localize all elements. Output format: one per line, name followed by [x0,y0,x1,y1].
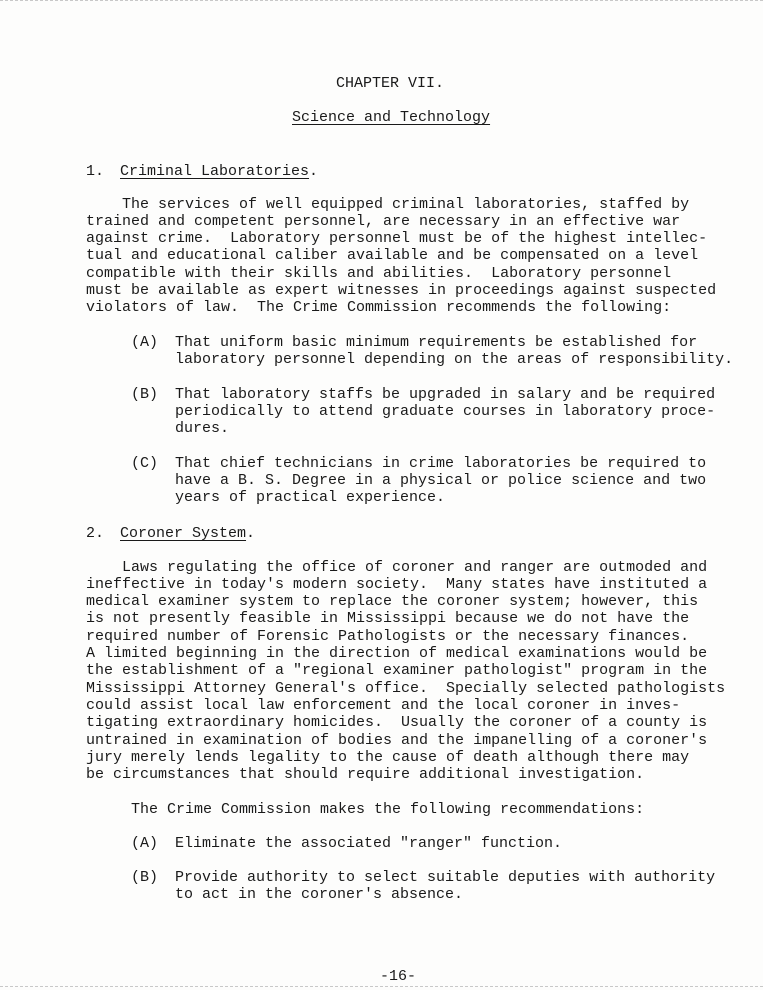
section-2-paragraph-line: jury merely lends legality to the cause of death although there may [86,749,690,766]
section-1-paragraph-line: violators of law. The Crime Commission recommends the following: [86,299,672,316]
section-2-paragraph-line: tigating extraordinary homicides. Usually the coroner of a county is [86,714,708,731]
section-2-number: 2. [86,525,105,542]
section-1-paragraph-line: The services of well equipped criminal laboratories, staffed by [86,196,690,213]
section-1-paragraph-line: trained and competent personnel, are necessary in an effective war [86,213,681,230]
recommendation-label: (C) [131,455,159,472]
recommendation-line: That chief technicians in crime laboratories be required to [175,455,707,472]
section-1-title: Criminal Laboratories [120,163,310,180]
section-2-paragraph-line: medical examiner system to replace the coroner system; however, this [86,593,699,610]
chapter-heading: CHAPTER VII. [336,75,445,92]
section-2-paragraph-line: Laws regulating the office of coroner and ranger are outmoded and [86,559,708,576]
recommendation-label: (A) [131,835,159,852]
page-number: -16- [380,968,417,985]
section-1-heading [120,163,318,180]
recommendation-line: That uniform basic minimum requirements be established for [175,334,698,351]
recommendation-line: periodically to attend graduate courses in laboratory proce- [175,403,716,420]
section-1-title-suffix: . [309,163,319,180]
section-1-number: 1. [86,163,105,180]
recommendation-line: years of practical experience. [175,489,446,506]
section-2-paragraph-line: A limited beginning in the direction of medical examinations would be [86,645,708,662]
section-2-title: Coroner System [120,525,247,542]
bottom-edge-rule [0,986,763,987]
recommendation-line: have a B. S. Degree in a physical or police science and two [175,472,707,489]
section-2-paragraph-line: the establishment of a "regional examiner pathologist" program in the [86,662,708,679]
section-2-paragraph-line: ineffective in today's modern society. Many states have instituted a [86,576,708,593]
section-2-recommendations-intro: The Crime Commission makes the following recommendations: [131,801,645,818]
recommendation-line: dures. [175,420,230,437]
section-2-paragraph-line: untrained in examination of bodies and the impanelling of a coroner's [86,732,708,749]
section-2-paragraph-line: could assist local law enforcement and the local coroner in inves- [86,697,681,714]
section-1-paragraph-line: must be available as expert witnesses in proceedings against suspected [86,282,717,299]
chapter-subtitle: Science and Technology [292,109,491,126]
section-2-paragraph-line: is not presently feasible in Mississippi because we do not have the [86,610,690,627]
recommendation-line: That laboratory staffs be upgraded in salary and be required [175,386,716,403]
recommendation-line: Eliminate the associated "ranger" function. [175,835,563,852]
recommendation-line: Provide authority to select suitable deputies with authority [175,869,716,886]
recommendation-label: (A) [131,334,159,351]
recommendation-label: (B) [131,386,159,403]
recommendation-line: laboratory personnel depending on the areas of responsibility. [175,351,734,368]
section-1-paragraph-line: against crime. Laboratory personnel must be of the highest intellec- [86,230,708,247]
recommendation-line: to act in the coroner's absence. [175,886,464,903]
top-edge-rule [0,0,763,1]
section-1-paragraph-line: compatible with their skills and abilities. Laboratory personnel [86,265,672,282]
section-2-heading [120,525,255,542]
section-2-paragraph-line: required number of Forensic Pathologists or the necessary finances. [86,628,690,645]
section-2-paragraph-line: Mississippi Attorney General's office. Specially selected pathologists [86,680,726,697]
section-2-paragraph-line: be circumstances that should require additional investigation. [86,766,645,783]
recommendation-label: (B) [131,869,159,886]
section-2-title-suffix: . [246,525,256,542]
section-1-paragraph-line: tual and educational caliber available and be compensated on a level [86,247,699,264]
